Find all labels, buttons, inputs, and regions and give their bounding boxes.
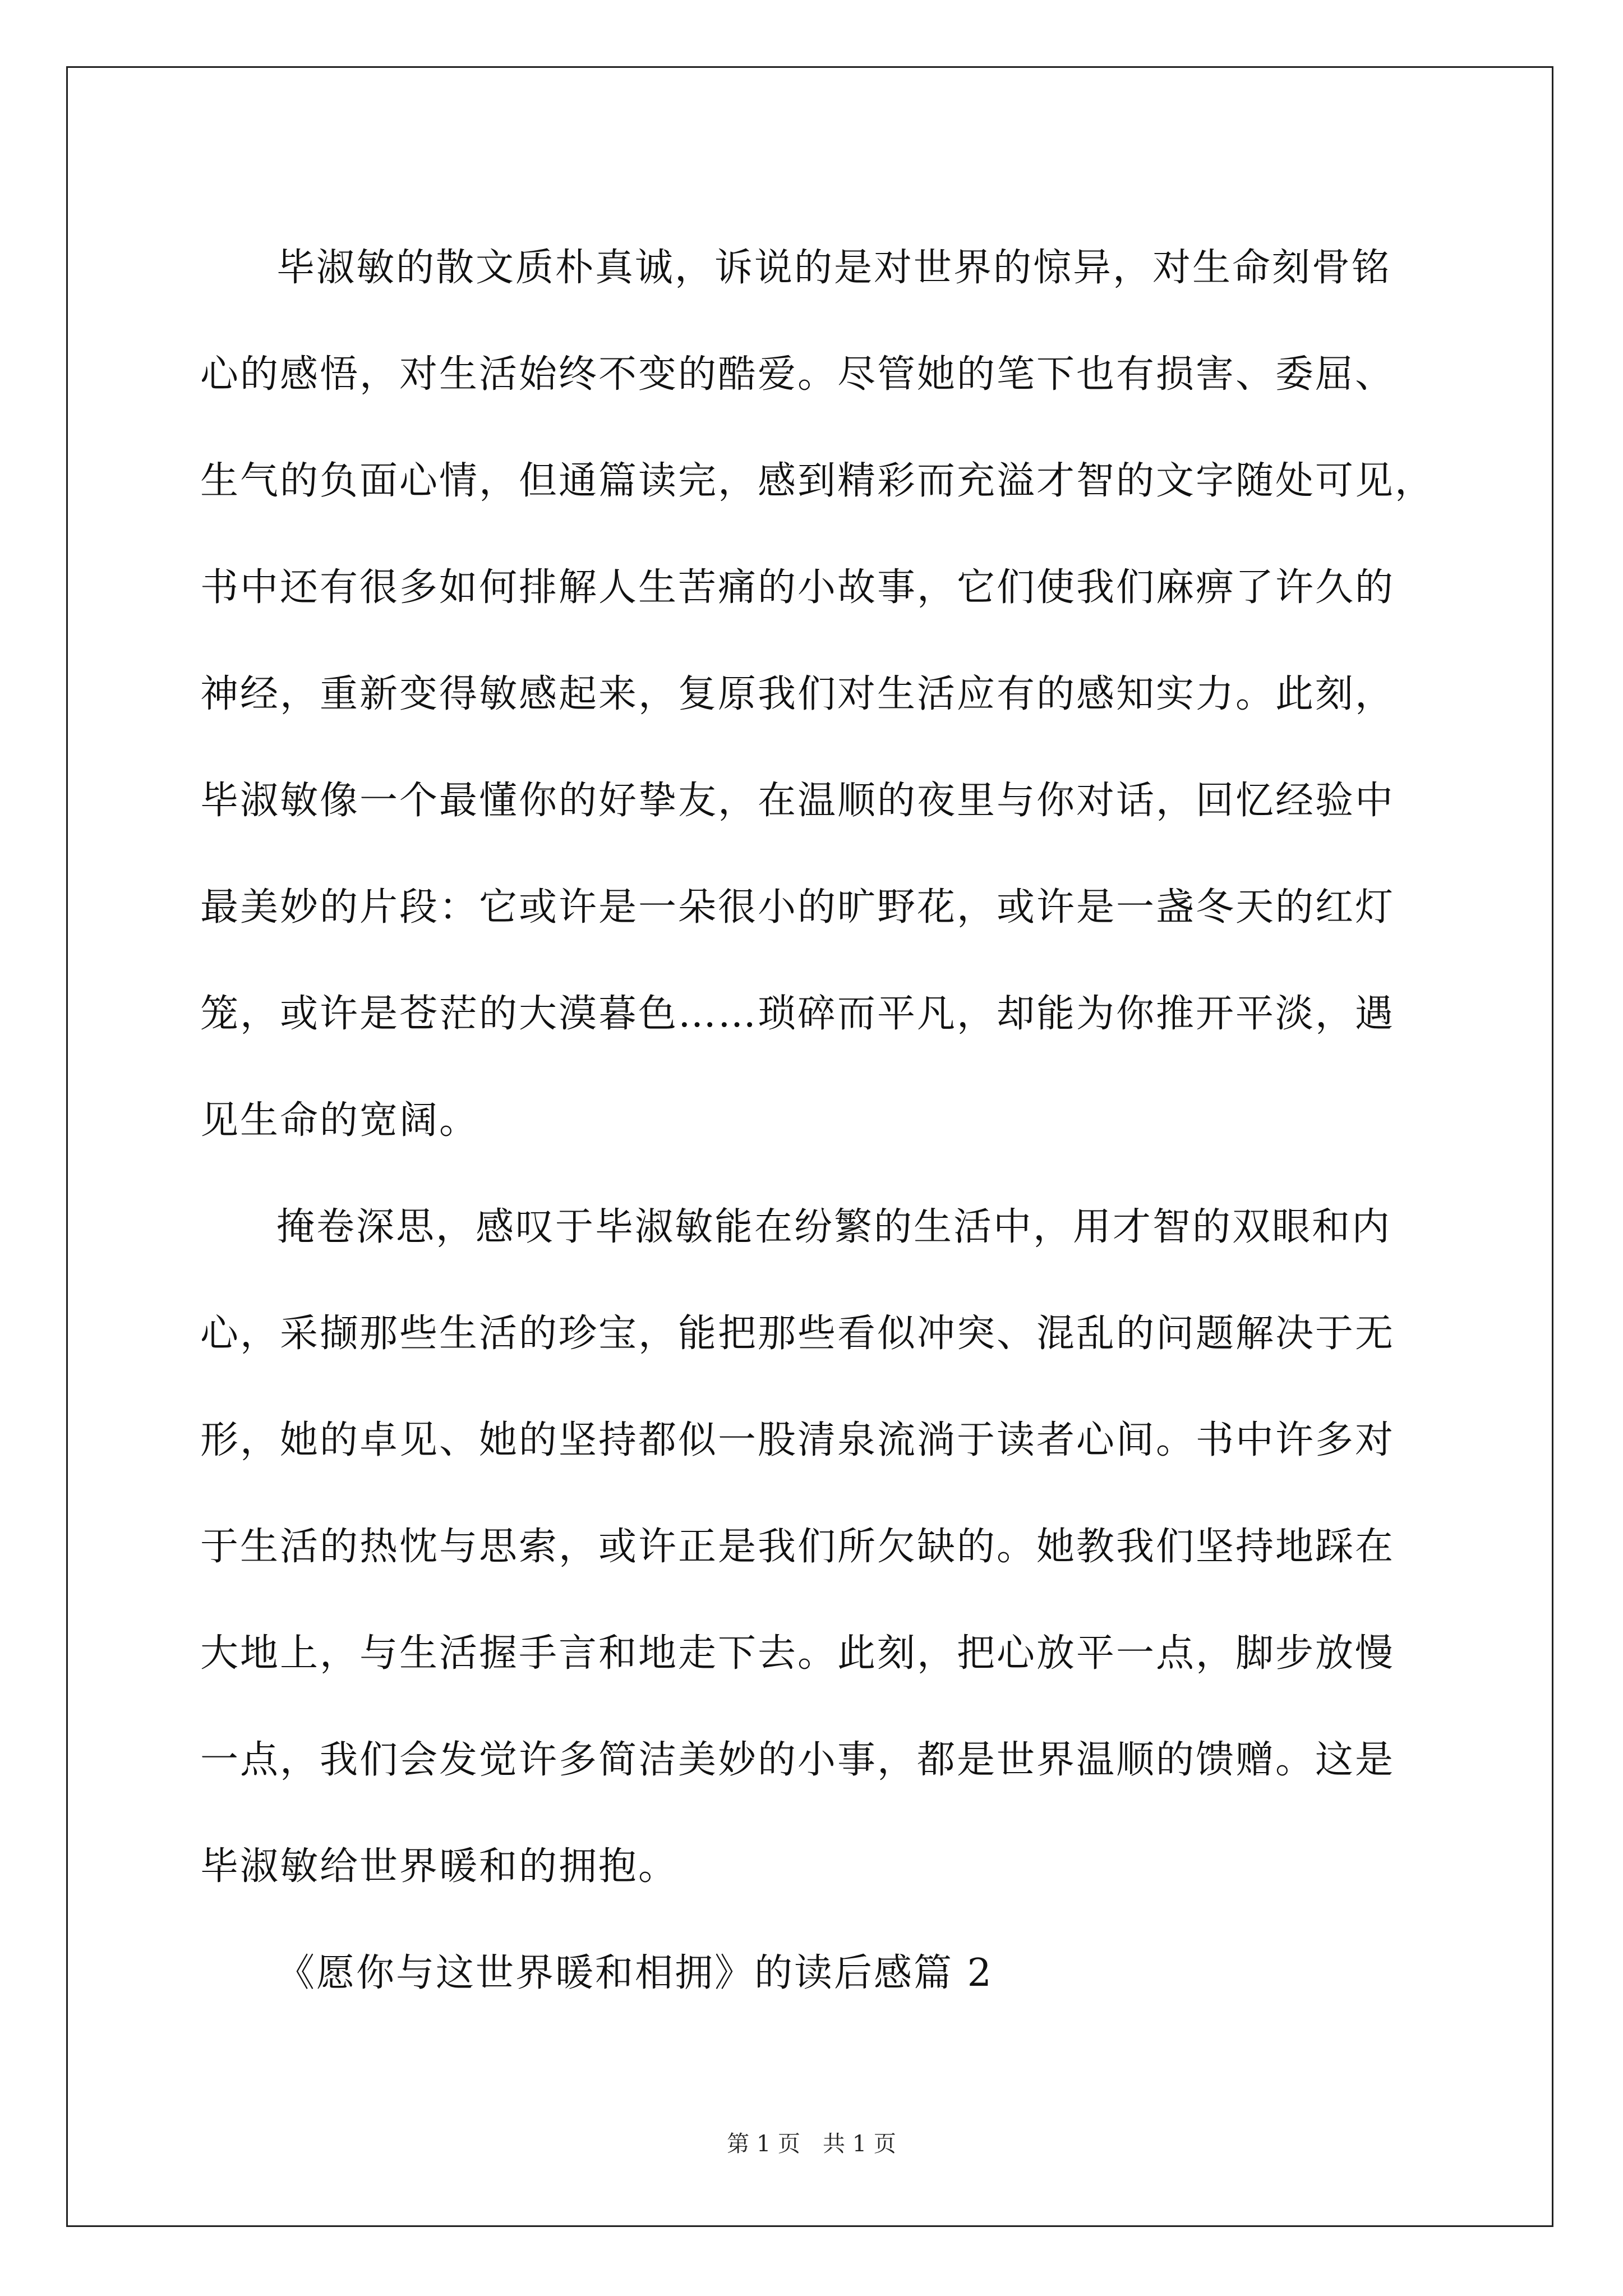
paragraph-line: 见生命的宽阔。: [200, 1098, 479, 1143]
paragraph-line: 心的感悟，对生活始终不变的酷爱。尽管她的笔下也有损害、委屈、: [200, 352, 1395, 397]
document-body: [200, 215, 1456, 2027]
paragraph-line: 大地上，与生活握手言和地走下去。此刻，把心放平一点，脚步放慢: [200, 1631, 1395, 1676]
paragraph-line: 神经，重新变得敏感起来，复原我们对生活应有的感知实力。此刻，: [200, 672, 1395, 716]
paragraph-line: 笼，或许是苍茫的大漠暮色……琐碎而平凡，却能为你推开平淡，遇: [200, 992, 1395, 1036]
paragraph-line: 掩卷深思，感叹于毕淑敏能在纷繁的生活中，用才智的双眼和内: [276, 1205, 1392, 1249]
paragraph-line: 毕淑敏给世界暖和的拥抱。: [200, 1844, 679, 1889]
paragraph-1: [200, 215, 1456, 1174]
section-heading: 《愿你与这世界暖和相拥》的读后感篇 2: [276, 1951, 993, 1995]
paragraph-line: 形，她的卓见、她的坚持都似一股清泉流淌于读者心间。书中许多对: [200, 1418, 1395, 1462]
paragraph-line: 书中还有很多如何排解人生苦痛的小故事，它们使我们麻痹了许久的: [200, 565, 1395, 610]
paragraph-line: 最美妙的片段：它或许是一朵很小的旷野花，或许是一盏冬天的红灯: [200, 885, 1395, 930]
paragraph-line: 毕淑敏像一个最懂你的好挚友，在温顺的夜里与你对话，回忆经验中: [200, 779, 1395, 823]
paragraph-line: 毕淑敏的散文质朴真诚，诉说的是对世界的惊异，对生命刻骨铭: [276, 246, 1392, 290]
paragraph-2: [200, 1174, 1456, 1920]
paragraph-line: 一点，我们会发觉许多简洁美妙的小事，都是世界温顺的馈赠。这是: [200, 1738, 1395, 1782]
paragraph-line: 于生活的热忱与思索，或许正是我们所欠缺的。她教我们坚持地踩在: [200, 1525, 1395, 1569]
paragraph-line: 心，采撷那些生活的珍宝，能把那些看似冲突、混乱的问题解决于无: [200, 1312, 1395, 1356]
paragraph-line: 生气的负面心情，但通篇读完，感到精彩而充溢才智的文字随处可见，: [200, 459, 1435, 503]
page-footer: 第 1 页 共 1 页: [727, 2131, 896, 2157]
